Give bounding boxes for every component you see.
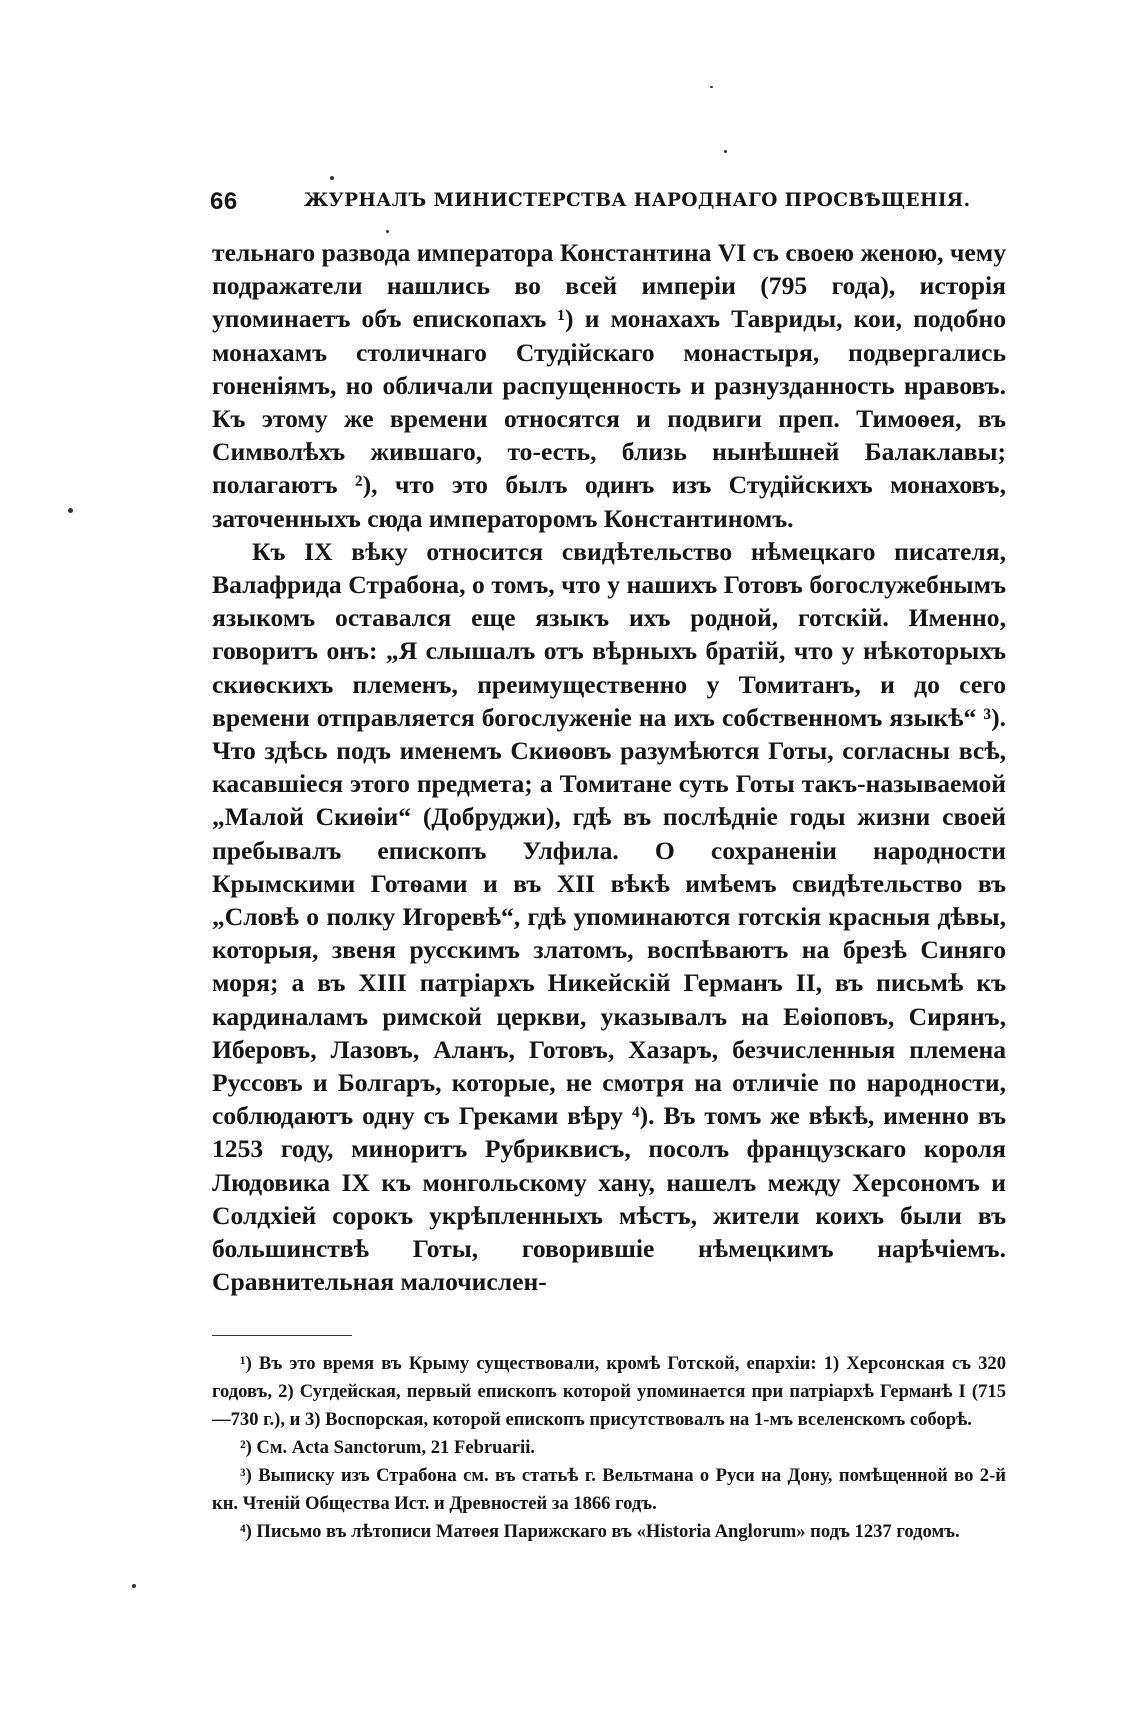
footnote-4: ⁴) Письмо въ лѣтописи Матѳея Парижскаго въ «Historia Anglorum» подъ 1237 годомъ. xyxy=(240,1520,960,1542)
page-number: 66 xyxy=(210,188,238,215)
footnotes xyxy=(212,1350,1006,1546)
paragraph-1: тельнаго развода императора Константина VI съ своею женою, чему подражатели нашлись во всей имперіи (795 года), исторія упоминаетъ объ епископахъ ¹) и монахахъ Тавриды, кои, подобно монахамъ столичнаго Студійскаго монастыря, подвергались гоненіямъ, но обличали распущенность и разнузданность нравовъ. Къ этому же времени относятся и подвиги преп. Тимоѳея, въ Символѣхъ жившаго, то-есть, близь нынѣшней Балаклавы; полагаютъ ²), что это былъ одинъ изъ Студійскихъ монаховъ, заточенныхъ сюда императоромъ Константиномъ. xyxy=(212,238,1006,533)
scan-speck xyxy=(68,508,73,513)
footnote-3: ³) Выписку изъ Страбона см. въ статьѣ г. Вельтмана о Руси на Дону, помѣщенной во 2-й кн. Чтеній Общества Ист. и Древностей за 1866 годъ. xyxy=(212,1464,1006,1514)
footnote-rule xyxy=(212,1335,352,1336)
footnote-2: ²) См. Acta Sanctorum, 21 Februarii. xyxy=(240,1436,536,1458)
page-header xyxy=(212,188,1006,224)
footnote-1: ¹) Въ это время въ Крыму существовали, кромѣ Готской, епархіи: 1) Херсонская съ 320 годовъ, 2) Сугдейская, первый епископъ которой упоминается при патріархѣ Германѣ I (715—730 г.), и 3) Воспорская, которой епископъ присутствовалъ на 1-мъ вселенскомъ соборѣ. xyxy=(212,1352,1006,1430)
main-text xyxy=(212,236,1006,1299)
paragraph-2: Къ IX вѣку относится свидѣтельство нѣмецкаго писателя, Валафрида Страбона, о томъ, что у нашихъ Готовъ богослужебнымъ языкомъ оставался еще языкъ ихъ родной, готскій. Именно, говоритъ онъ: „Я слышалъ отъ вѣрныхъ братій, что у нѣкоторыхъ скиѳскихъ племенъ, преимущественно у Томитанъ, и до сего времени отправляется богослуженіе на ихъ собственномъ языкѣ“ ³). Что здѣсь подъ именемъ Скиѳовъ разумѣются Готы, согласны всѣ, касавшіеся этого предмета; а Томитане суть Готы такъ-называемой „Малой Скиѳіи“ (Добруджи), гдѣ въ послѣдніе годы жизни своей пребывалъ епископъ Улфила. О сохраненіи народности Крымскими Готѳами и въ XII вѣкѣ имѣемъ свидѣтельство въ „Словѣ о полку Игоревѣ“, гдѣ упоминаются готскія красныя дѣвы, которыя, звеня русскимъ златомъ, воспѣваютъ на брезѣ Синяго моря; а въ XIII патріархъ Никейскій Германъ II, въ письмѣ къ кардиналамъ римской церкви, указывалъ на Еѳіоповъ, Сирянъ, Иберовъ, Лазовъ, Аланъ, Готовъ, Хазаръ, безчисленныя племена Руссовъ и Болгаръ, которые, не смотря на отличіе по народности, соблюдаютъ одну съ Греками вѣру ⁴). Въ томъ же вѣкѣ, именно въ 1253 году, миноритъ Рубриквисъ, посолъ французскаго короля Людовика IX къ монгольскому хану, нашелъ между Херсономъ и Солдхіей сорокъ укрѣпленныхъ мѣстъ, жители коихъ были въ большинствѣ Готы, говорившіе нѣмецкимъ нарѣчіемъ. Сравнительная малочислен- xyxy=(212,536,1006,1297)
document-page xyxy=(210,188,1006,1542)
scan-speck xyxy=(132,1584,136,1588)
scan-speck xyxy=(710,86,713,88)
running-head: ЖУРНАЛЪ МИНИСТЕРСТВА НАРОДНАГО ПРОСВѢЩЕНІЯ. xyxy=(304,190,971,211)
scan-speck xyxy=(724,150,727,153)
scan-speck xyxy=(330,176,334,180)
